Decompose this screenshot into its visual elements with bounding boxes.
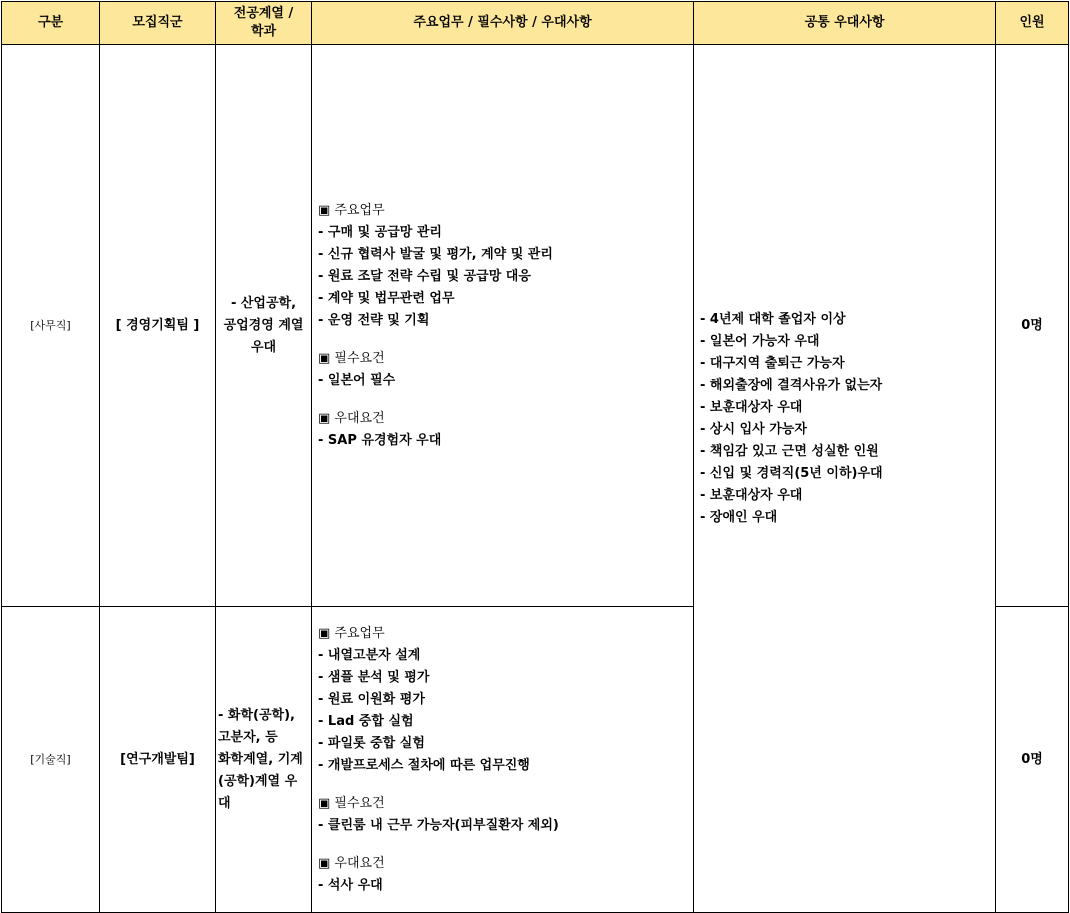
team-cell: [연구개발팀]	[100, 607, 216, 913]
team-cell: [ 경영기획팀 ]	[100, 45, 216, 607]
common-item: - 대구지역 출퇴근 가능자	[700, 355, 845, 371]
duty-item: - 계약 및 법무관련 업무	[318, 290, 455, 306]
header-row	[2, 2, 1069, 45]
duties-cell	[312, 45, 694, 607]
duty-item: - 원료 이원화 평가	[318, 691, 425, 707]
common-item: - 책임감 있고 근면 성실한 인원	[700, 443, 879, 459]
major-line: - 산업공학,	[230, 295, 297, 311]
table-row	[2, 45, 1069, 607]
common-item: - 상시 입사 가능자	[700, 421, 807, 437]
header-count: 인원	[996, 2, 1069, 45]
common-item: - 해외출장에 결격사유가 없는자	[700, 377, 883, 393]
common-item: - 장애인 우대	[700, 509, 778, 525]
header-category: 구분	[2, 2, 100, 45]
major-cell	[216, 607, 312, 913]
category-cell: [기술직]	[2, 607, 100, 913]
major-line: (공학)계열 우	[218, 773, 298, 789]
common-item: - 신입 및 경력직(5년 이하)우대	[700, 465, 883, 481]
duty-item: - 내열고분자 설계	[318, 647, 421, 663]
preferred-title: ▣ 우대요건	[318, 410, 385, 426]
major-line: 공업경영 계열	[223, 317, 304, 333]
header-major	[216, 2, 312, 45]
count-cell: 0명	[996, 45, 1069, 607]
common-item: - 보훈대상자 우대	[700, 487, 803, 503]
header-duties: 주요업무 / 필수사항 / 우대사항	[312, 2, 694, 45]
header-common: 공통 우대사항	[694, 2, 996, 45]
preferred-title: ▣ 우대요건	[318, 855, 385, 871]
major-line: - 화학(공학),	[218, 707, 295, 723]
major-line: 화학계열, 기계	[218, 751, 303, 767]
category-cell: [사무직]	[2, 45, 100, 607]
duty-item: - 운영 전략 및 기획	[318, 312, 430, 328]
duty-item: - 신규 협력사 발굴 및 평가, 계약 및 관리	[318, 246, 553, 262]
required-title: ▣ 필수요건	[318, 350, 385, 366]
major-line: 우대	[250, 339, 277, 355]
major-cell	[216, 45, 312, 607]
required-item: - 일본어 필수	[318, 372, 396, 388]
duty-item: - 원료 조달 전략 수립 및 공급망 대응	[318, 268, 531, 284]
required-item: - 클린룸 내 근무 가능자(피부질환자 제외)	[318, 817, 559, 833]
duties-title: ▣ 주요업무	[318, 625, 385, 641]
major-line: 고분자, 등	[218, 729, 278, 745]
common-item: - 일본어 가능자 우대	[700, 333, 820, 349]
recruitment-table	[1, 1, 1069, 913]
header-major-line2: 학과	[250, 24, 277, 39]
duty-item: - Lad 중합 실험	[318, 713, 414, 729]
duty-item: - 개발프로세스 절차에 따른 업무진행	[318, 757, 530, 773]
preferred-item: - 석사 우대	[318, 877, 383, 893]
duty-item: - 파일롯 중합 실험	[318, 735, 425, 751]
duties-cell	[312, 607, 694, 913]
count-cell: 0명	[996, 607, 1069, 913]
common-cell	[694, 45, 996, 913]
duty-item: - 샘플 분석 및 평가	[318, 669, 430, 685]
header-team: 모집직군	[100, 2, 216, 45]
common-item: - 4년제 대학 졸업자 이상	[700, 311, 846, 327]
preferred-item: - SAP 유경험자 우대	[318, 432, 442, 448]
major-line: 대	[218, 795, 231, 811]
duty-item: - 구매 및 공급망 관리	[318, 224, 442, 240]
header-major-line1: 전공계열 /	[233, 6, 294, 21]
required-title: ▣ 필수요건	[318, 795, 385, 811]
duties-title: ▣ 주요업무	[318, 202, 385, 218]
common-item: - 보훈대상자 우대	[700, 399, 803, 415]
